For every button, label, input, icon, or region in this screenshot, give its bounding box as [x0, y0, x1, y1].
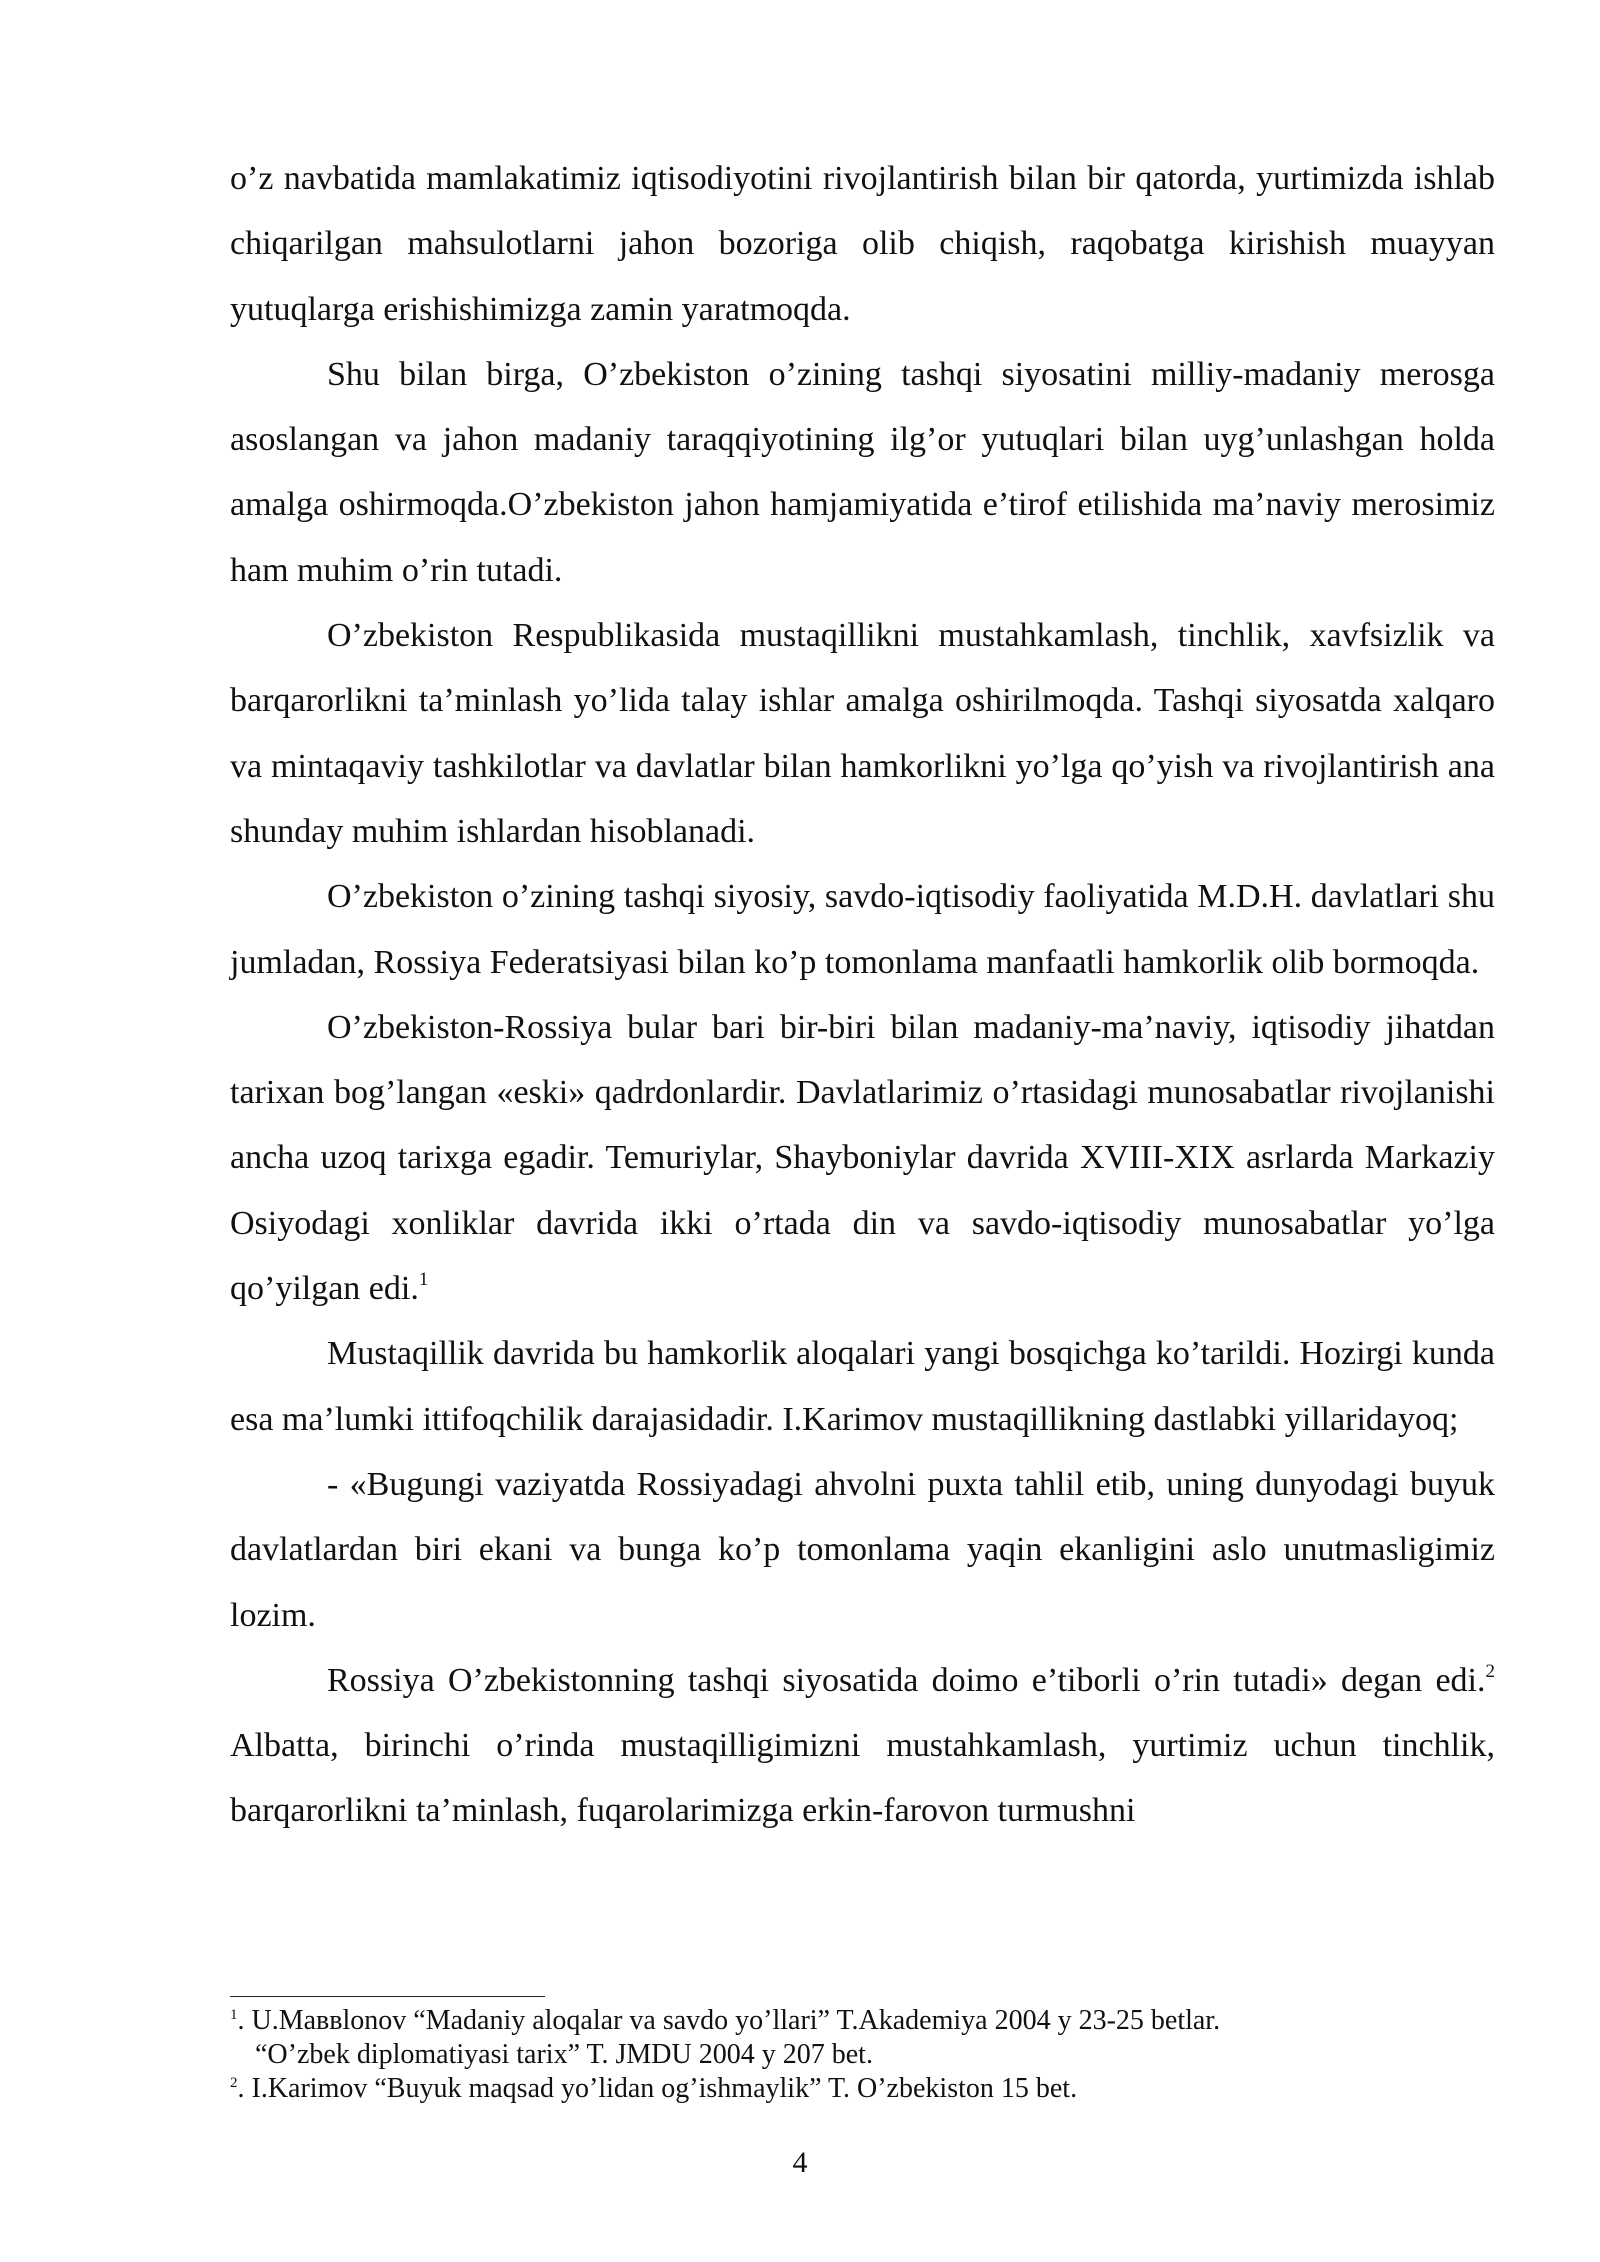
paragraph-text: O’zbekiston Respublikasida mustaqillikni mustahkamlash, tinchlik, xavfsizlik va barqarorlikni ta’minlash yo’lida talay ishlar amalga oshirilmoqda. Tashqi siyosatda xalqaro va mintaqaviy tashkilotlar va davlatlar bilan hamkorlikni yo’lga qo’yish va rivojlantirish ana shunday muhim ishlardan hisoblanadi.: [230, 617, 1495, 850]
footnote-text: . U.Маввlonov “Madaniy aloqalar va savdo yo’llari” T.Akademiya 2004 y 23-25 betlar.: [237, 2005, 1221, 2036]
body-text: [230, 146, 1495, 1844]
paragraph-text-continued: Albatta, birinchi o’rinda mustaqilligimizni mustahkamlash, yurtimiz uchun tinchlik, barqarorlikni ta’minlash, fuqarolarimizga erkin-farovon turmushni: [230, 1727, 1495, 1830]
footnote-text: . I.Karimov “Buyuk maqsad yo’lidan og’ishmaylik” T. O’zbekiston 15 bet.: [237, 2073, 1078, 2104]
footnote-1-continuation: [230, 2038, 1495, 2072]
page-number: 4: [792, 2146, 808, 2179]
footnote-reference[interactable]: 2: [1485, 1660, 1495, 1682]
paragraph-6: [230, 1321, 1495, 1452]
paragraph-text: - «Bugungi vaziyatda Rossiyadagi ahvolni puxta tahlil etib, uning dunyodagi buyuk davlatlardan biri ekani va bunga ko’p tomonlama yaqin ekanligini aslo unutmasligimiz lozim.: [230, 1465, 1495, 1634]
paragraph-3: [230, 603, 1495, 864]
footnote-separator: [230, 1996, 545, 1997]
footnotes: [230, 2004, 1495, 2106]
paragraph-1: [230, 146, 1495, 342]
paragraph-5: [230, 995, 1495, 1321]
footnote-text: “O’zbek diplomatiyasi tarix” T. JMDU 2004 y 207 bet.: [255, 2039, 873, 2070]
paragraph-text: Rossiya O’zbekistonning tashqi siyosatida doimo e’tiborli o’rin tutadi» degan edi.: [327, 1661, 1486, 1699]
paragraph-text: O’zbekiston-Rossiya bular bari bir-biri bilan madaniy-ma’naviy, iqtisodiy jihatdan tarixan bog’langan «eski» qadrdonlardir. Davlatlarimiz o’rtasidagi munosabatlar rivojlanishi ancha uzoq tarixga egadir. Temuriylar, Shayboniylar davrida XVIII-XIX asrlarda Markaziy Osiyodagi xonliklar davrida ikki o’rtada din va savdo-iqtisodiy munosabatlar yo’lga qo’yilgan edi.: [230, 1008, 1495, 1308]
footnote-reference[interactable]: 1: [418, 1269, 429, 1291]
footnote-marker: 2: [230, 2075, 238, 2091]
footnote-1: [230, 2004, 1495, 2038]
footnote-marker: 1: [230, 2007, 238, 2023]
paragraph-text: Mustaqillik davrida bu hamkorlik aloqalari yangi bosqichga ko’tarildi. Hozirgi kunda esa ma’lumki ittifoqchilik darajasidadir. I.Karimov mustaqillikning dastlabki yillaridayoq;: [230, 1335, 1495, 1438]
paragraph-8: [230, 1648, 1495, 1844]
paragraph-text: O’zbekiston o’zining tashqi siyosiy, savdo-iqtisodiy faoliyatida M.D.H. davlatlari shu jumladan, Rossiya Federatsiyasi bilan ko’p tomonlama manfaatli hamkorlik olib bormoqda.: [230, 878, 1495, 981]
paragraph-2: [230, 342, 1495, 603]
paragraph-text: o’z navbatida mamlakatimiz iqtisodiyotini rivojlantirish bilan bir qatorda, yurtimizda ishlab chiqarilgan mahsulotlarni jahon bozoriga olib chiqish, raqobatga kirishish muayyan yutuqlarga erishishimizga zamin yaratmoqda.: [230, 160, 1495, 328]
footnote-2: [230, 2072, 1495, 2106]
paragraph-text: Shu bilan birga, O’zbekiston o’zining tashqi siyosatini milliy-madaniy merosga asoslangan va jahon madaniy taraqqiyotining ilg’or yutuqlari bilan uyg’unlashgan holda amalga oshirmoqda.O’zbekiston jahon hamjamiyatida e’tirof etilishida ma’naviy merosimiz ham muhim o’rin tutadi.: [230, 355, 1495, 589]
paragraph-7: [230, 1452, 1495, 1648]
paragraph-4: [230, 864, 1495, 995]
